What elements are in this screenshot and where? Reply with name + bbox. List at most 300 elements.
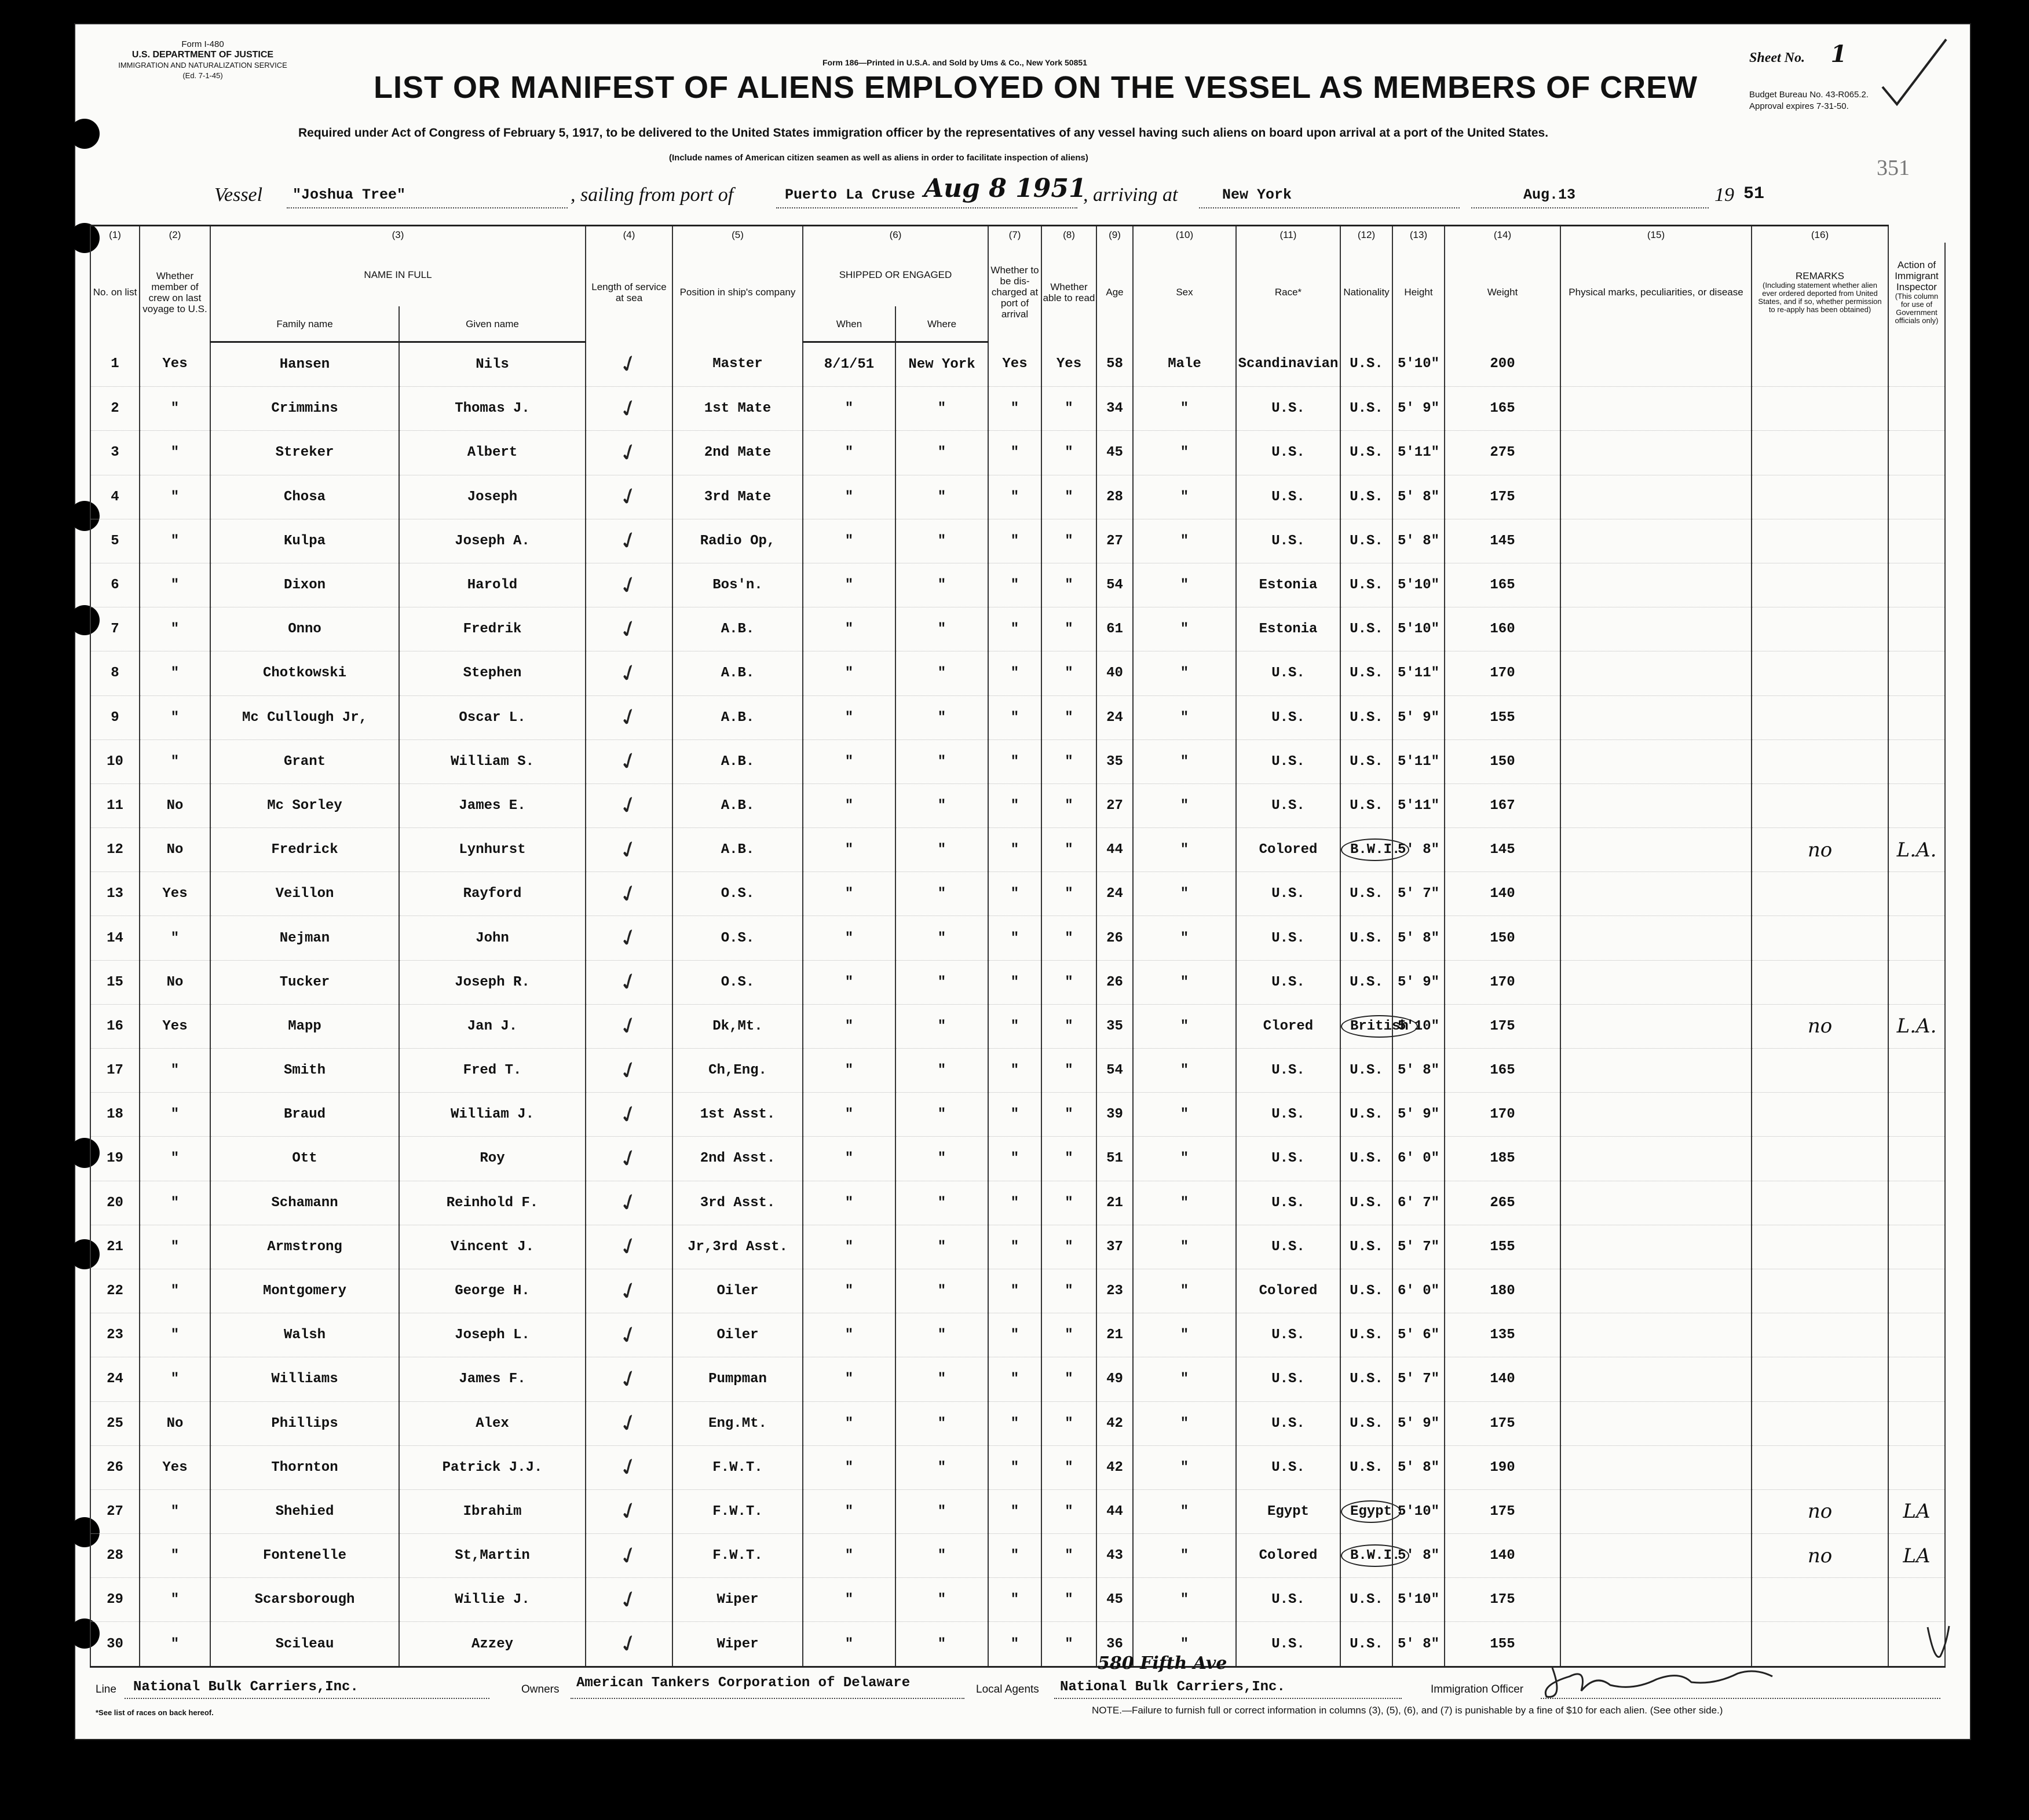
discharged-cell: "	[988, 872, 1041, 916]
position-cell: 3rd Mate	[672, 475, 803, 519]
sex-cell: "	[1133, 828, 1236, 872]
height-cell: 5'10"	[1392, 1489, 1445, 1533]
weight-cell: 160	[1445, 607, 1560, 651]
shipped-when-cell: "	[803, 1357, 895, 1401]
sex-cell: "	[1133, 695, 1236, 739]
header-nationality: Nationality	[1340, 243, 1392, 342]
column-number: (7)	[988, 226, 1041, 243]
weight-cell: 165	[1445, 1049, 1560, 1093]
check-mark-icon: ✓	[615, 481, 643, 513]
race-cell: U.S.	[1236, 1049, 1340, 1093]
nationality-cell: U.S.	[1340, 1269, 1392, 1313]
previous-voyage-cell: No	[140, 960, 210, 1004]
nationality-cell: U.S.	[1340, 1357, 1392, 1401]
age-cell: 49	[1096, 1357, 1133, 1401]
physical-marks-cell	[1560, 1578, 1752, 1622]
row-number: 26	[90, 1445, 140, 1489]
check-mark-icon: ✓	[615, 1319, 643, 1352]
previous-voyage-cell: "	[140, 607, 210, 651]
family-name-cell: Mapp	[210, 1004, 399, 1048]
inspector-initials: L.A.	[1896, 838, 1937, 862]
age-cell: 28	[1096, 475, 1133, 519]
sex-cell: "	[1133, 1269, 1236, 1313]
remarks-cell	[1752, 475, 1888, 519]
shipped-where-cell: "	[895, 828, 988, 872]
shipped-when-cell: "	[803, 1225, 895, 1269]
row-number: 24	[90, 1357, 140, 1401]
nationality-cell: U.S.	[1340, 431, 1392, 475]
inspector-action-cell	[1888, 1401, 1945, 1445]
weight-cell: 185	[1445, 1137, 1560, 1181]
age-cell: 42	[1096, 1401, 1133, 1445]
physical-marks-cell	[1560, 1357, 1752, 1401]
position-cell: Wiper	[672, 1578, 803, 1622]
race-cell: U.S.	[1236, 387, 1340, 431]
column-number: (13)	[1392, 226, 1445, 243]
previous-voyage-cell: Yes	[140, 1445, 210, 1489]
remarks-cell	[1752, 1225, 1888, 1269]
sex-cell: "	[1133, 1225, 1236, 1269]
crew-row	[90, 1489, 1945, 1533]
check-mark-icon: ✓	[615, 701, 643, 734]
discharged-cell: "	[988, 607, 1041, 651]
given-name-cell: Harold	[399, 563, 586, 607]
position-cell: F.W.T.	[672, 1445, 803, 1489]
shipped-where-cell: "	[895, 1489, 988, 1533]
position-cell: Bos'n.	[672, 563, 803, 607]
header-inspector-action	[1888, 243, 1945, 342]
footer-agents-handwritten: 580 Fifth Ave	[1098, 1653, 1227, 1673]
crew-row	[90, 387, 1945, 431]
line-dotted-line	[125, 1698, 489, 1699]
check-mark-icon: ✓	[615, 1407, 643, 1440]
family-name-cell: Schamann	[210, 1181, 399, 1225]
previous-voyage-cell: No	[140, 1401, 210, 1445]
shipped-when-cell: "	[803, 1004, 895, 1048]
row-number: 30	[90, 1622, 140, 1667]
remarks-cell	[1752, 519, 1888, 563]
given-name-cell: Patrick J.J.	[399, 1445, 586, 1489]
sex-cell: "	[1133, 1181, 1236, 1225]
check-mark-icon: ✓	[615, 657, 643, 690]
physical-marks-cell	[1560, 783, 1752, 827]
position-cell: Master	[672, 342, 803, 387]
required-line: Required under Act of Congress of February 5, 1917, to be delivered to the United States immigration officer by the representatives of any vessel having such aliens on board upon arrival at a port of the United States.	[298, 126, 1549, 140]
family-name-cell: Grant	[210, 739, 399, 783]
given-name-cell: William J.	[399, 1093, 586, 1137]
able-to-read-cell: "	[1041, 916, 1096, 960]
service-check-cell	[586, 1357, 672, 1401]
family-name-cell: Chosa	[210, 475, 399, 519]
race-cell: U.S.	[1236, 1181, 1340, 1225]
nationality-cell: U.S.	[1340, 607, 1392, 651]
nationality-cell: U.S.	[1340, 651, 1392, 695]
sex-cell: "	[1133, 1534, 1236, 1578]
inspector-action-cell	[1888, 1269, 1945, 1313]
service-check-cell	[586, 651, 672, 695]
remarks-cell	[1752, 1578, 1888, 1622]
given-name-cell: Alex	[399, 1401, 586, 1445]
physical-marks-cell	[1560, 1225, 1752, 1269]
header-previous-voyage: Whether member of crew on last voyage to U.S.	[140, 243, 210, 342]
nationality-cell: U.S.	[1340, 783, 1392, 827]
crew-row	[90, 607, 1945, 651]
age-cell: 24	[1096, 872, 1133, 916]
crew-row	[90, 1445, 1945, 1489]
able-to-read-cell: "	[1041, 1181, 1096, 1225]
remarks-cell	[1752, 1401, 1888, 1445]
nationality-cell: U.S.	[1340, 563, 1392, 607]
race-cell: U.S.	[1236, 1357, 1340, 1401]
shipped-when-cell: "	[803, 563, 895, 607]
shipped-when-cell: "	[803, 519, 895, 563]
given-name-cell: Joseph R.	[399, 960, 586, 1004]
sheet-value: 1	[1830, 41, 1847, 68]
column-number: (12)	[1340, 226, 1392, 243]
crew-row	[90, 916, 1945, 960]
previous-voyage-cell: "	[140, 519, 210, 563]
stamp-number: 351	[1877, 156, 1910, 180]
crew-row	[90, 1534, 1945, 1578]
height-cell: 5' 7"	[1392, 872, 1445, 916]
check-mark-icon: ✓	[615, 1275, 643, 1307]
family-name-cell: Nejman	[210, 916, 399, 960]
shipped-where-cell: "	[895, 387, 988, 431]
able-to-read-cell: "	[1041, 519, 1096, 563]
able-to-read-cell: "	[1041, 1269, 1096, 1313]
previous-voyage-cell: "	[140, 1578, 210, 1622]
check-mark-icon: ✓	[615, 922, 643, 954]
agents-dotted-line	[1054, 1698, 1402, 1699]
physical-marks-cell	[1560, 1137, 1752, 1181]
given-name-cell: Thomas J.	[399, 387, 586, 431]
service-check-cell	[586, 475, 672, 519]
previous-voyage-cell: "	[140, 431, 210, 475]
previous-voyage-cell: "	[140, 1225, 210, 1269]
shipped-where-cell: "	[895, 1093, 988, 1137]
physical-marks-cell	[1560, 960, 1752, 1004]
check-mark-icon: ✓	[615, 613, 643, 646]
discharged-cell: "	[988, 475, 1041, 519]
position-cell: O.S.	[672, 872, 803, 916]
header-race: Race*	[1236, 243, 1340, 342]
punch-hole	[70, 119, 100, 149]
shipped-when-cell: "	[803, 1269, 895, 1313]
discharged-cell: "	[988, 1578, 1041, 1622]
family-name-cell: Hansen	[210, 342, 399, 387]
position-cell: A.B.	[672, 783, 803, 827]
weight-cell: 175	[1445, 1004, 1560, 1048]
remarks-cell	[1752, 916, 1888, 960]
height-cell: 5' 9"	[1392, 960, 1445, 1004]
remarks-cell	[1752, 1137, 1888, 1181]
height-cell: 5' 9"	[1392, 1401, 1445, 1445]
previous-voyage-cell: "	[140, 387, 210, 431]
able-to-read-cell: Yes	[1041, 342, 1096, 387]
weight-cell: 167	[1445, 783, 1560, 827]
vessel-dotted-line	[287, 207, 568, 208]
row-number: 11	[90, 783, 140, 827]
family-name-cell: Chotkowski	[210, 651, 399, 695]
crew-row	[90, 651, 1945, 695]
shipped-when-cell: "	[803, 783, 895, 827]
handwritten-mark-icon	[1923, 1621, 1958, 1668]
able-to-read-cell: "	[1041, 1622, 1096, 1667]
header-family-name: Family name	[210, 306, 399, 342]
given-name-cell: Willie J.	[399, 1578, 586, 1622]
discharged-cell: "	[988, 1225, 1041, 1269]
remarks-title: REMARKS	[1795, 270, 1845, 282]
physical-marks-cell	[1560, 1181, 1752, 1225]
remarks-cell	[1752, 431, 1888, 475]
sex-cell: "	[1133, 1578, 1236, 1622]
remarks-cell	[1752, 1181, 1888, 1225]
able-to-read-cell: "	[1041, 1137, 1096, 1181]
budget-bureau-line: Budget Bureau No. 43-R065.2.	[1749, 90, 1869, 100]
header-position: Position in ship's company	[672, 243, 803, 342]
sex-cell: "	[1133, 916, 1236, 960]
remarks-cell	[1752, 1445, 1888, 1489]
shipped-where-cell: "	[895, 475, 988, 519]
discharged-cell: "	[988, 563, 1041, 607]
shipped-where-cell: "	[895, 1269, 988, 1313]
shipped-where-cell: "	[895, 1181, 988, 1225]
remarks-cell	[1752, 563, 1888, 607]
family-name-cell: Shehied	[210, 1489, 399, 1533]
able-to-read-cell: "	[1041, 387, 1096, 431]
race-cell: Scandinavian	[1236, 342, 1340, 387]
age-cell: 27	[1096, 519, 1133, 563]
age-cell: 21	[1096, 1313, 1133, 1357]
height-cell: 5'10"	[1392, 1578, 1445, 1622]
given-name-cell: Nils	[399, 342, 586, 387]
weight-cell: 140	[1445, 1357, 1560, 1401]
given-name-cell: George H.	[399, 1269, 586, 1313]
race-cell: U.S.	[1236, 431, 1340, 475]
header-where: Where	[895, 306, 988, 342]
header-when: When	[803, 306, 895, 342]
row-number: 2	[90, 387, 140, 431]
handwritten-remark: no	[1807, 1544, 1833, 1568]
vessel-name: "Joshua Tree"	[293, 186, 406, 203]
shipped-where-cell: "	[895, 872, 988, 916]
weight-cell: 165	[1445, 563, 1560, 607]
sex-cell: "	[1133, 1137, 1236, 1181]
age-cell: 24	[1096, 695, 1133, 739]
nationality-cell: U.S.	[1340, 1578, 1392, 1622]
given-name-cell: Rayford	[399, 872, 586, 916]
given-name-cell: Lynhurst	[399, 828, 586, 872]
age-cell: 61	[1096, 607, 1133, 651]
family-name-cell: Mc Cullough Jr,	[210, 695, 399, 739]
physical-marks-cell	[1560, 695, 1752, 739]
able-to-read-cell: "	[1041, 475, 1096, 519]
shipped-where-cell: "	[895, 1004, 988, 1048]
nationality-cell: U.S.	[1340, 739, 1392, 783]
family-name-cell: Armstrong	[210, 1225, 399, 1269]
row-number: 5	[90, 519, 140, 563]
previous-voyage-cell: "	[140, 916, 210, 960]
discharged-cell: "	[988, 519, 1041, 563]
family-name-cell: Phillips	[210, 1401, 399, 1445]
row-number: 12	[90, 828, 140, 872]
inspector-action-cell	[1888, 739, 1945, 783]
row-number: 6	[90, 563, 140, 607]
height-cell: 5'11"	[1392, 739, 1445, 783]
row-number: 13	[90, 872, 140, 916]
service-check-cell	[586, 1313, 672, 1357]
crew-row	[90, 1578, 1945, 1622]
discharged-cell: "	[988, 1181, 1041, 1225]
height-cell: 5' 7"	[1392, 1225, 1445, 1269]
family-name-cell: Crimmins	[210, 387, 399, 431]
position-cell: O.S.	[672, 960, 803, 1004]
nationality-cell	[1340, 1004, 1409, 1048]
weight-cell: 140	[1445, 1534, 1560, 1578]
shipped-where-cell: "	[895, 1534, 988, 1578]
physical-marks-cell	[1560, 475, 1752, 519]
height-cell: 6' 7"	[1392, 1181, 1445, 1225]
header-height: Height	[1392, 243, 1445, 342]
position-cell: A.B.	[672, 607, 803, 651]
shipped-where-cell: New York	[895, 342, 988, 387]
weight-cell: 145	[1445, 828, 1560, 872]
service-check-cell	[586, 872, 672, 916]
discharged-cell: "	[988, 916, 1041, 960]
age-cell: 51	[1096, 1137, 1133, 1181]
handwritten-remark: no	[1807, 1015, 1833, 1038]
height-cell: 5' 8"	[1392, 519, 1445, 563]
position-cell: Radio Op,	[672, 519, 803, 563]
shipped-when-cell: "	[803, 475, 895, 519]
check-mark-icon: ✓	[615, 1231, 643, 1263]
footer-line-label: Line	[96, 1683, 116, 1696]
sex-cell: "	[1133, 1445, 1236, 1489]
check-mark-icon: ✓	[615, 1540, 643, 1572]
given-name-cell: Reinhold F.	[399, 1181, 586, 1225]
check-mark-icon: ✓	[615, 1187, 643, 1219]
family-name-cell: Fontenelle	[210, 1534, 399, 1578]
previous-voyage-cell: No	[140, 828, 210, 872]
discharged-cell: "	[988, 387, 1041, 431]
column-number: (8)	[1041, 226, 1096, 243]
footer-officer-label: Immigration Officer	[1431, 1683, 1524, 1696]
position-cell: F.W.T.	[672, 1534, 803, 1578]
inspector-action-cell	[1888, 607, 1945, 651]
shipped-when-cell: "	[803, 1401, 895, 1445]
physical-marks-cell	[1560, 1489, 1752, 1533]
physical-marks-cell	[1560, 651, 1752, 695]
check-mark-icon: ✓	[615, 878, 643, 910]
sheet-number	[1749, 41, 1847, 68]
given-name-cell: William S.	[399, 739, 586, 783]
weight-cell: 175	[1445, 1578, 1560, 1622]
header-physical-marks: Physical marks, peculiarities, or disease	[1560, 243, 1752, 342]
height-cell: 6' 0"	[1392, 1137, 1445, 1181]
height-cell: 5' 8"	[1392, 1049, 1445, 1093]
sailing-label: , sailing from port of	[571, 184, 734, 206]
physical-marks-cell	[1560, 828, 1752, 872]
age-cell: 36	[1096, 1622, 1133, 1667]
family-name-cell: Braud	[210, 1093, 399, 1137]
previous-voyage-cell: Yes	[140, 1004, 210, 1048]
approval-line: Approval expires 7-31-50.	[1749, 101, 1849, 111]
row-number: 10	[90, 739, 140, 783]
position-cell: Ch,Eng.	[672, 1049, 803, 1093]
able-to-read-cell: "	[1041, 1004, 1096, 1048]
given-name-cell: Joseph A.	[399, 519, 586, 563]
age-cell: 44	[1096, 828, 1133, 872]
shipped-when-cell: "	[803, 1534, 895, 1578]
age-cell: 23	[1096, 1269, 1133, 1313]
weight-cell: 170	[1445, 1093, 1560, 1137]
family-name-cell: Ott	[210, 1137, 399, 1181]
shipped-where-cell: "	[895, 1313, 988, 1357]
given-name-cell: James F.	[399, 1357, 586, 1401]
row-number: 22	[90, 1269, 140, 1313]
nationality-cell: U.S.	[1340, 1445, 1392, 1489]
check-mark-icon: ✓	[615, 1628, 643, 1660]
given-name-cell: Vincent J.	[399, 1225, 586, 1269]
height-cell: 5'10"	[1392, 563, 1445, 607]
sex-cell: "	[1133, 651, 1236, 695]
shipped-when-cell: "	[803, 1445, 895, 1489]
race-cell: U.S.	[1236, 475, 1340, 519]
position-cell: A.B.	[672, 739, 803, 783]
nationality-cell: U.S.	[1340, 1093, 1392, 1137]
check-mark-icon: ✓	[615, 1363, 643, 1396]
sex-cell: "	[1133, 563, 1236, 607]
row-number: 3	[90, 431, 140, 475]
row-number: 9	[90, 695, 140, 739]
circled-nationality: British	[1341, 1015, 1418, 1038]
sex-cell: "	[1133, 960, 1236, 1004]
sex-cell: "	[1133, 739, 1236, 783]
discharged-cell: "	[988, 1622, 1041, 1667]
header-length-of-service: Length of service at sea	[586, 243, 672, 342]
previous-voyage-cell: "	[140, 651, 210, 695]
service-check-cell	[586, 783, 672, 827]
height-cell: 5' 8"	[1392, 1445, 1445, 1489]
header-shipped-or-engaged: SHIPPED OR ENGAGED	[803, 243, 988, 306]
year-suffix: 51	[1743, 184, 1765, 204]
shipped-when-cell: "	[803, 1137, 895, 1181]
previous-voyage-cell: "	[140, 1357, 210, 1401]
service-check-cell	[586, 1534, 672, 1578]
nationality-cell: U.S.	[1340, 1225, 1392, 1269]
race-cell: U.S.	[1236, 1578, 1340, 1622]
check-mark-icon: ✓	[615, 437, 643, 469]
race-cell: U.S.	[1236, 519, 1340, 563]
check-mark-icon: ✓	[615, 1054, 643, 1086]
row-number: 27	[90, 1489, 140, 1533]
age-cell: 40	[1096, 651, 1133, 695]
weight-cell: 150	[1445, 916, 1560, 960]
shipped-when-cell: 8/1/51	[803, 342, 895, 387]
footer-line-value: National Bulk Carriers,Inc.	[133, 1679, 359, 1695]
race-cell: U.S.	[1236, 783, 1340, 827]
header-discharged: Whether to be dis-charged at port of arrival	[988, 243, 1041, 342]
shipped-where-cell: "	[895, 1225, 988, 1269]
height-cell: 5'10"	[1392, 1004, 1445, 1048]
race-cell: U.S.	[1236, 1622, 1340, 1667]
nationality-cell: U.S.	[1340, 1622, 1392, 1667]
weight-cell: 190	[1445, 1445, 1560, 1489]
height-cell: 5' 7"	[1392, 1357, 1445, 1401]
previous-voyage-cell: "	[140, 1489, 210, 1533]
shipped-when-cell: "	[803, 1489, 895, 1533]
given-name-cell: Fred T.	[399, 1049, 586, 1093]
